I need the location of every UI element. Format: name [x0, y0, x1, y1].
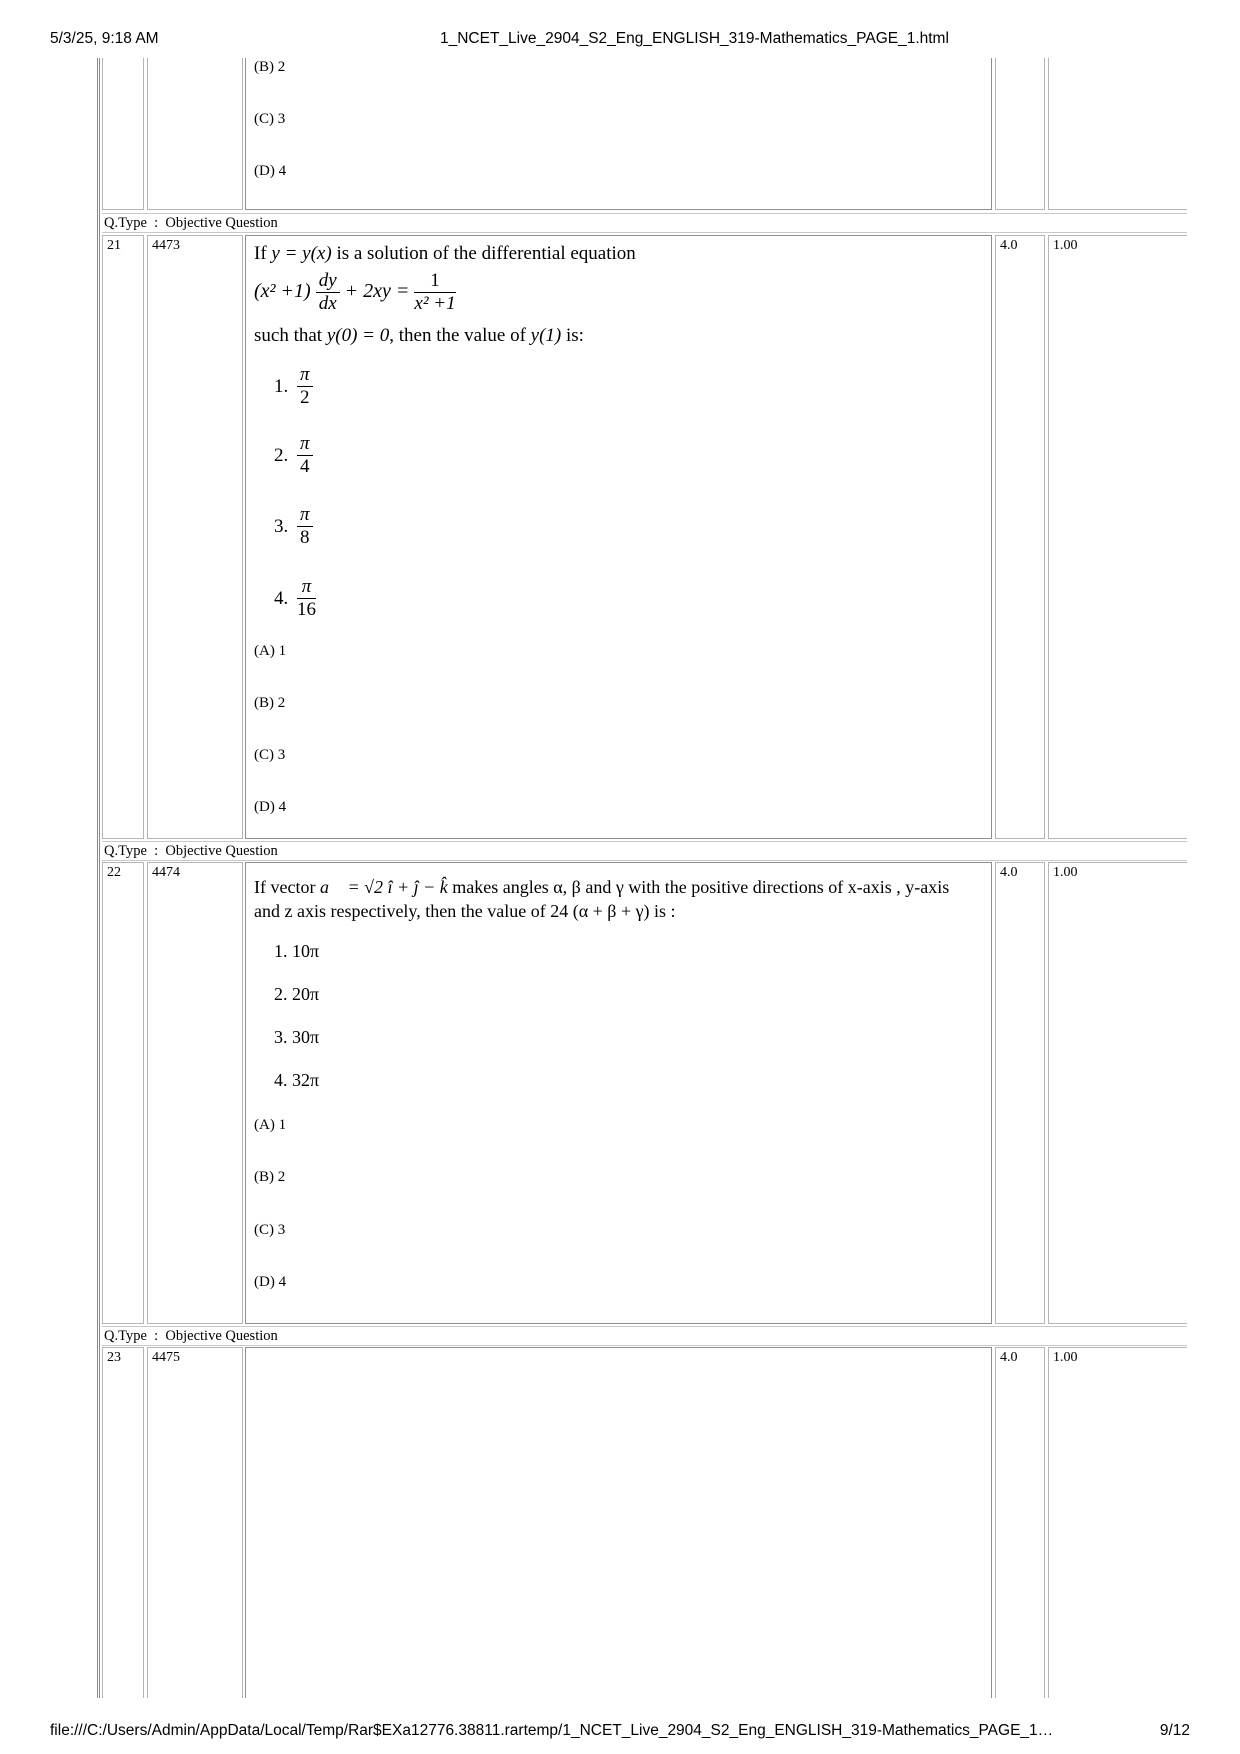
answer-option-d: (D) 4 — [254, 799, 287, 815]
q21-differential-equation: (x² +1) $\frac{dy}{dx}$ + 2xy = $\frac{1}{\text{x² +1}}$ — [254, 270, 456, 314]
q21-choice-2: 2. $\frac{\pi}{4}$ — [274, 433, 313, 478]
prev-question-cell — [245, 58, 992, 210]
q21-choice-1: 1. $\frac{\pi}{2}$ — [274, 364, 313, 409]
answer-option-c: (C) 3 — [254, 747, 286, 763]
negative-marks-value: 1.00 — [1053, 238, 1078, 253]
q23-qid-cell — [147, 1347, 243, 1698]
q22-qid-cell — [147, 862, 243, 1324]
answer-option-c: (C) 3 — [254, 1222, 286, 1238]
math-expression: y = y(x) — [271, 243, 332, 264]
print-file-url: file:///C:/Users/Admin/AppData/Local/Temp/Rar$EXa12776.38811.rartemp/1_NCET_Live_2904_S2_Eng_ENGLISH_319-Mathematics_PAGE_1… — [50, 1722, 1054, 1739]
print-page-number: 9/12 — [1159, 1722, 1190, 1739]
question-table — [97, 58, 1187, 1698]
q21-choice-3: 3. $\frac{\pi}{8}$ — [274, 504, 313, 549]
question-number: 23 — [107, 1350, 121, 1365]
prev-neg-cell — [1048, 58, 1187, 210]
q23-neg-cell — [1048, 1347, 1187, 1698]
q22-sno-cell — [102, 862, 144, 1324]
question-id: 4475 — [152, 1350, 180, 1365]
q22-choice-2: 2. 20π — [274, 984, 320, 1004]
q22-text-line-2: and z axis respectively, then the value of 24 (α + β + γ) is : — [254, 901, 676, 921]
vector-expression: a⃗ = √2 î + ĵ − k̂ — [319, 877, 448, 897]
question-id: 4473 — [152, 238, 180, 253]
q23-sno-cell — [102, 1347, 144, 1698]
negative-marks-value: 1.00 — [1053, 1350, 1078, 1365]
answer-option-b: (B) 2 — [254, 59, 286, 75]
print-footer — [50, 1722, 1190, 1746]
answer-option-d: (D) 4 — [254, 163, 287, 179]
qtype-label: Q.Type : Objective Question — [104, 1328, 278, 1344]
answer-option-b: (B) 2 — [254, 695, 286, 711]
marks-value: 4.0 — [1000, 1350, 1018, 1365]
prev-marks-cell — [995, 58, 1045, 210]
print-datetime: 5/3/25, 9:18 AM — [50, 30, 159, 47]
q21-text-line-3: such that y(0) = 0, then the value of y(1) is: — [254, 325, 584, 346]
q22-choice-1: 1. 10π — [274, 941, 320, 961]
q22-marks-cell — [995, 862, 1045, 1324]
print-document-title: 1_NCET_Live_2904_S2_Eng_ENGLISH_319-Mathematics_PAGE_1.html — [440, 30, 949, 47]
q22-neg-cell — [1048, 862, 1187, 1324]
q21-marks-cell — [995, 235, 1045, 839]
question-id: 4474 — [152, 865, 180, 880]
qtype-row — [102, 1326, 1187, 1346]
prev-sno-cell — [102, 58, 144, 210]
q21-choice-4: 4. $\frac{\pi}{16}$ — [274, 576, 316, 620]
table-outer-border — [97, 58, 100, 1698]
prev-qid-cell — [147, 58, 243, 210]
q21-sno-cell — [102, 235, 144, 839]
answer-option-a: (A) 1 — [254, 1117, 287, 1133]
answer-option-b: (B) 2 — [254, 1169, 286, 1185]
q22-choice-3: 3. 30π — [274, 1027, 320, 1047]
q21-question-cell — [245, 235, 992, 839]
fraction-rhs: $\frac{1}{\text{x² +1}}$ — [414, 270, 456, 314]
q22-question-cell — [245, 862, 992, 1324]
q23-marks-cell — [995, 1347, 1045, 1698]
q23-question-cell — [245, 1347, 992, 1698]
qtype-label: Q.Type : Objective Question — [104, 843, 278, 859]
q21-neg-cell — [1048, 235, 1187, 839]
question-number: 21 — [107, 238, 121, 253]
q21-text-line-1: If y = y(x) is a solution of the differential equation — [254, 243, 636, 264]
q22-choice-4: 4. 32π — [274, 1070, 320, 1090]
qtype-row — [102, 213, 1187, 233]
negative-marks-value: 1.00 — [1053, 865, 1078, 880]
marks-value: 4.0 — [1000, 238, 1018, 253]
answer-option-d: (D) 4 — [254, 1274, 287, 1290]
marks-value: 4.0 — [1000, 865, 1018, 880]
print-header — [50, 30, 1190, 54]
answer-option-a: (A) 1 — [254, 643, 287, 659]
answer-option-c: (C) 3 — [254, 111, 286, 127]
qtype-label: Q.Type : Objective Question — [104, 215, 278, 231]
q22-text-line-1: If vector a⃗ = √2 î + ĵ − k̂ makes angles α, β and γ with the positive directions of x-axis , y-axis — [254, 877, 950, 897]
qtype-row — [102, 841, 1187, 861]
question-number: 22 — [107, 865, 121, 880]
fraction-dy-dx: $\frac{dy}{dx}$ — [316, 270, 340, 315]
q21-qid-cell — [147, 235, 243, 839]
